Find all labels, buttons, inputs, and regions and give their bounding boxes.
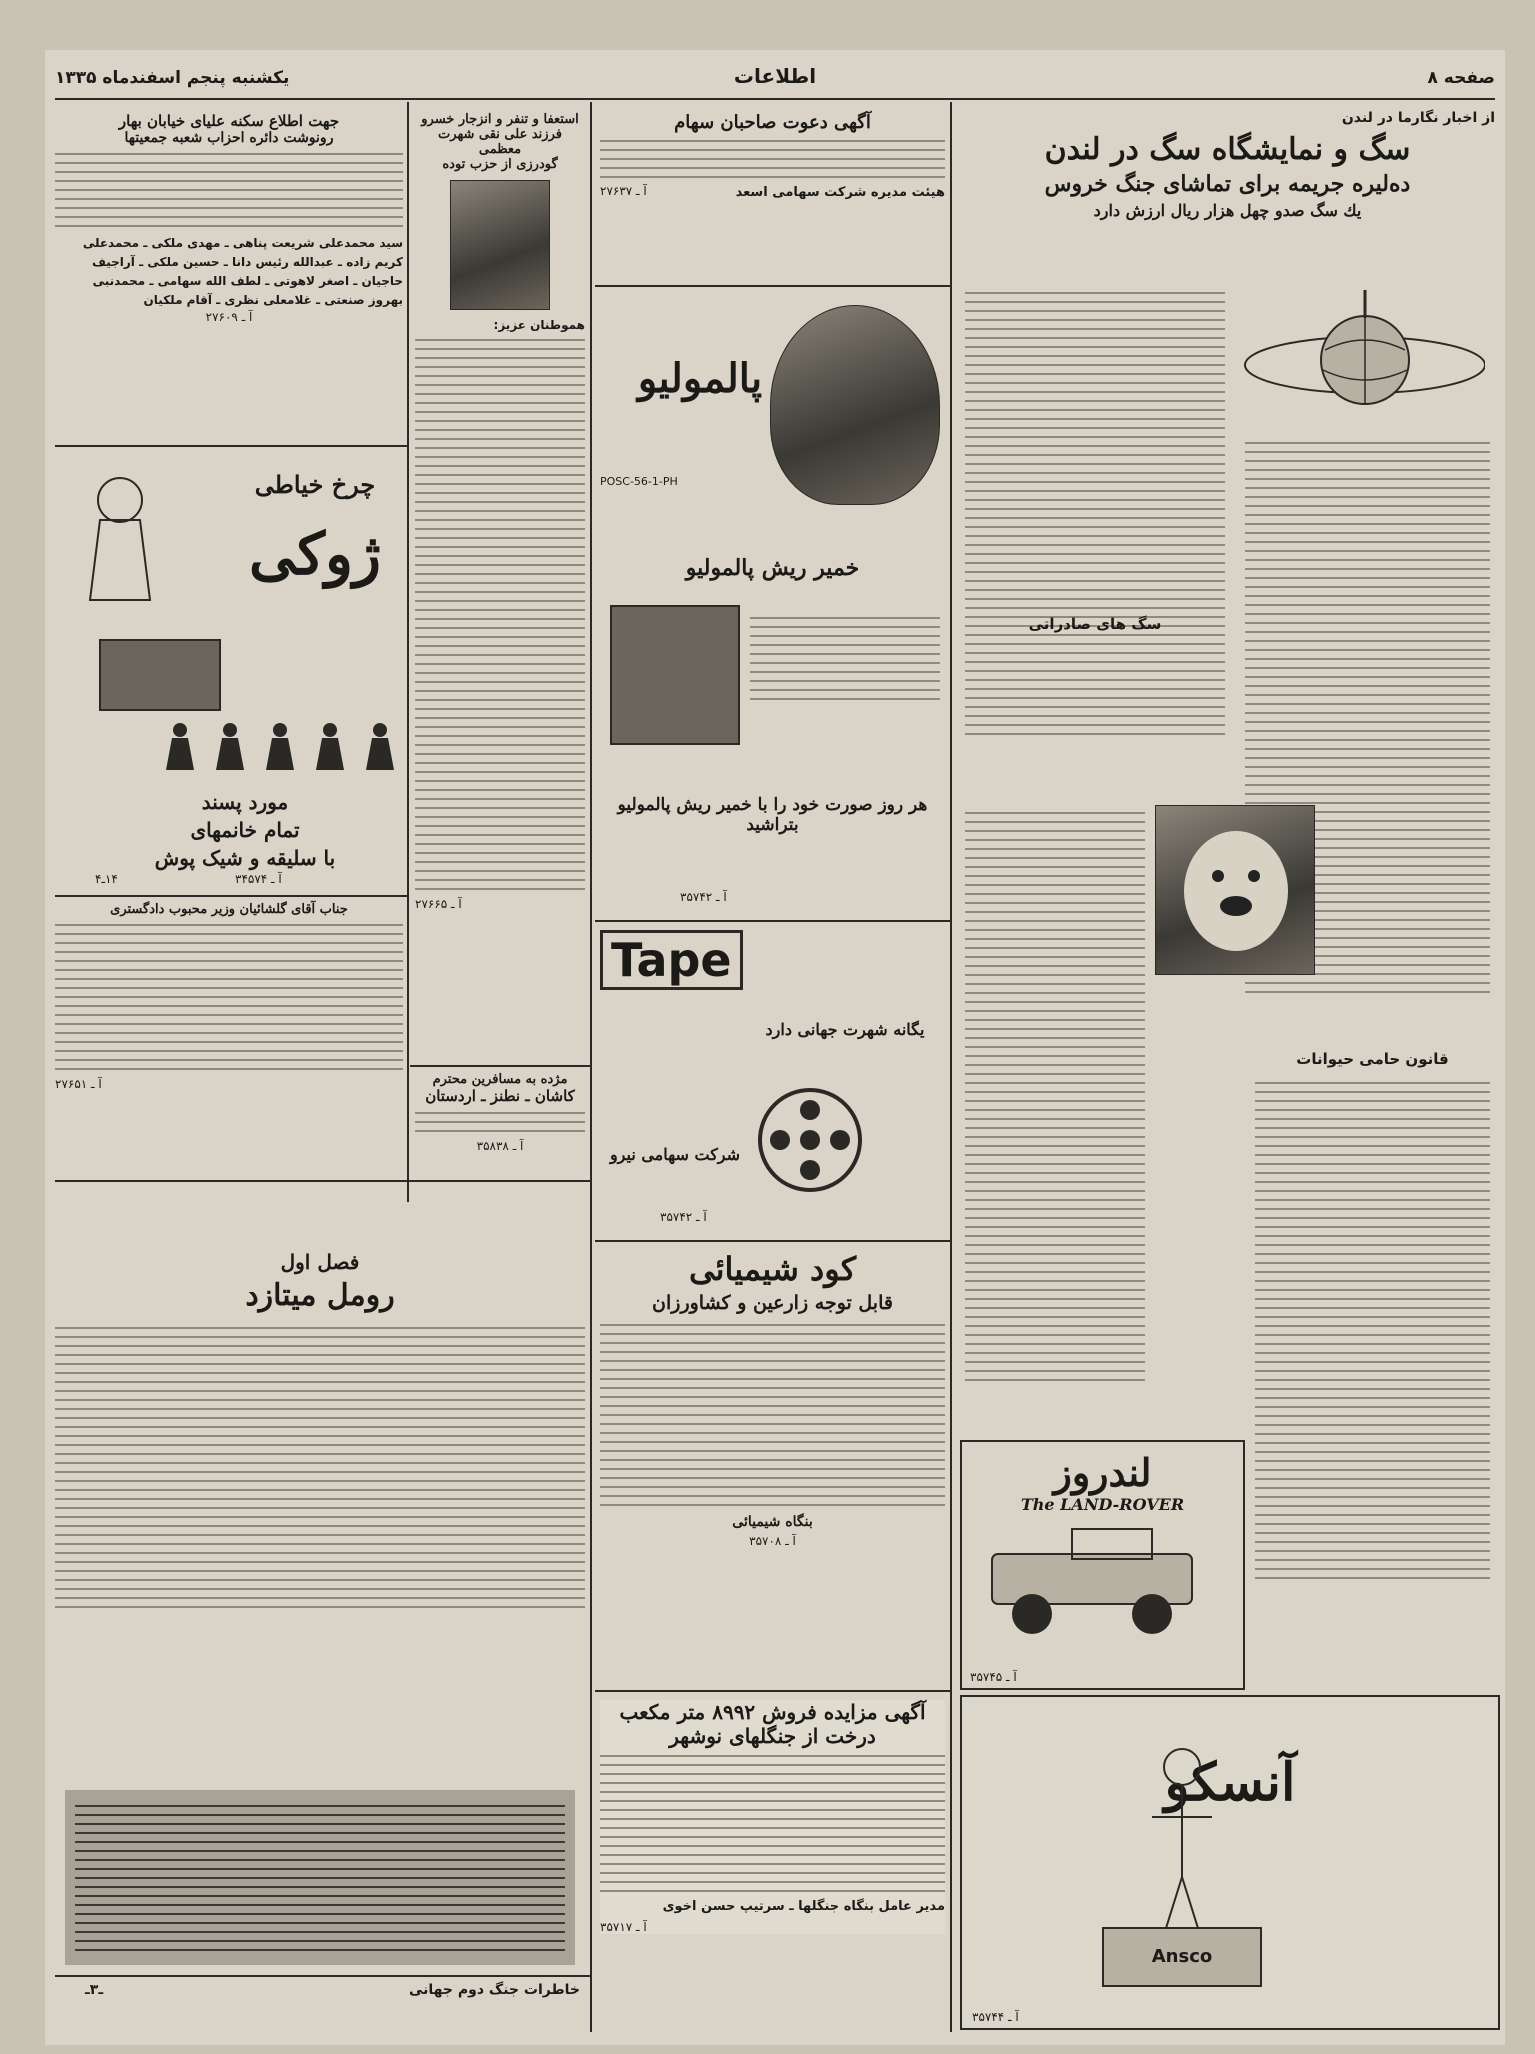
section-rule [55, 1975, 590, 1977]
dancers-silhouette [60, 720, 400, 790]
article-deck: یك سگ صدو چهل هزار ریال ارزش دارد [1093, 201, 1362, 220]
section-label: از اخبار نگارما در لندن [1341, 110, 1495, 126]
resign-title-1: استعفا و تنفر و انزجار خسرو [421, 112, 579, 127]
bahar-name-3: حاجیان ـ اصغر لاهوتی ـ لطف الله سهامی ـ محمدنبی [92, 274, 403, 288]
section-rule [410, 1065, 590, 1067]
landrover-title: لندروز [1053, 1450, 1152, 1495]
section-rule [595, 1240, 950, 1242]
man-photo [770, 305, 940, 505]
subheading: قانون حامی حیوانات [1296, 1050, 1449, 1068]
fert-sub: قابل توجه زارعین و کشاورزان [652, 1292, 893, 1314]
fert-title: کود شیمیائی [688, 1250, 857, 1288]
serial-article [55, 1250, 585, 1615]
tape-code: آ ـ ۳۵۷۴۲ [660, 1210, 707, 1224]
serial-chapter: فصل اول [280, 1250, 360, 1274]
sew-line3: با سلیقه و شیک پوش [154, 846, 336, 870]
ansco-title: آنسکو [1164, 1752, 1296, 1813]
bus-notice [415, 1072, 585, 1153]
notice-code: آ ـ ۲۷۶۳۷ [600, 184, 647, 198]
bahar-name-4: بهروز صنعتی ـ غلامعلی نظری ـ آقام ملکیان [143, 293, 403, 307]
ad-ref: POSC-56-1-PH [600, 475, 678, 488]
ansco-ad [960, 1695, 1500, 2030]
auction-title: آگهی مزایده فروش ۸۹۹۲ متر مکعب [619, 1700, 926, 1724]
tape-agent: شرکت سهامی نیرو [609, 1145, 741, 1164]
dog-photo [1155, 805, 1315, 975]
article-body [1255, 1075, 1490, 1635]
bahar-code: آ ـ ۲۷۶۰۹ [205, 310, 253, 324]
resign-intro: هموطنان عزیز: [493, 318, 585, 332]
subheading: سگ های صادراتی [1028, 615, 1162, 633]
resign-code: آ ـ ۲۷۶۶۵ [415, 897, 462, 911]
sew-brand: ژوکی [249, 520, 381, 588]
reel-icon [750, 1080, 870, 1200]
col1-article [960, 110, 1495, 220]
serial-number: ـ۳ـ [85, 1982, 104, 1998]
auction-code: آ ـ ۳۵۷۱۷ [600, 1920, 647, 1934]
landrover-code: آ ـ ۳۵۷۴۵ [970, 1670, 1017, 1684]
palmolive-logo: پالمولیو [637, 355, 763, 402]
notice-sign: هیئت مدیره شرکت سهامی اسعد [735, 185, 945, 200]
article-title: سگ و نمایشگاه سگ در لندن [1044, 132, 1411, 167]
auction-notice [600, 1700, 945, 1934]
bus-title: مژده به مسافرین محترم [432, 1072, 568, 1087]
resignation-notice [415, 112, 585, 911]
section-rule [55, 445, 407, 447]
column-rule [407, 102, 409, 1202]
ansco-code: آ ـ ۳۵۷۴۴ [972, 2010, 1019, 2024]
column-rule [590, 102, 592, 2032]
sewing-ad [55, 450, 403, 890]
bus-code: آ ـ ۳۵۸۳۸ [476, 1139, 524, 1153]
bahar-notice [55, 112, 403, 324]
tape-line: یگانه شهرت جهانی دارد [765, 1020, 925, 1039]
section-rule [595, 1690, 950, 1692]
landrover-eng: The LAND-ROVER [1020, 1495, 1185, 1514]
sew-code: آ ـ ۳۴۵۷۴ [235, 872, 282, 886]
notice-title: آگهی دعوت صاحبان سهام [674, 112, 871, 133]
fertilizer-ad [600, 1250, 945, 1548]
portrait-photo [450, 180, 550, 310]
bahar-title: جهت اطلاع سکنه علیای خیابان بهار [118, 112, 340, 130]
film-box: Ansco [1102, 1927, 1262, 1987]
article-subtitle: دەلیره جریمه برای تماشای جنگ خروس [1044, 171, 1411, 197]
bahar-name-1: سید محمدعلی شریعت پناهی ـ مهدی ملکی ـ محمدعلی [82, 236, 403, 250]
palmolive-slogan: هر روز صورت خود را با خمیر ریش پالمولیو بتراشید [617, 795, 928, 835]
sewing-illustration [60, 460, 230, 740]
page-number: صفحه ۸ [1427, 68, 1495, 88]
judge-notice [55, 902, 403, 1091]
bahar-name-2: کریم زاده ـ عبدالله رئیس دانا ـ حسین ملکی ـ آراجیف [91, 255, 403, 269]
tape-ad [600, 930, 945, 1230]
sew-line1: مورد پسند [201, 790, 289, 814]
section-rule [595, 285, 950, 287]
fert-code: آ ـ ۳۵۷۰۸ [749, 1534, 796, 1548]
sew-line2: تمام خانمهای [190, 818, 300, 842]
jeep-illustration [962, 1514, 1242, 1654]
resign-title-2: فرزند علی نقی شهرت معظمی [438, 127, 562, 157]
palmolive-ad [600, 295, 945, 915]
sew-title: چرخ خیاطی [254, 470, 376, 499]
shareholders-notice [600, 112, 945, 198]
bahar-subtitle: رونوشت دائره احزاب شعبه جمعیتها [124, 130, 334, 146]
fert-sign: بنگاه شیمیائی [732, 1514, 813, 1530]
section-rule [55, 1180, 590, 1182]
tube-box [610, 605, 740, 745]
masthead: اطلاعات [733, 64, 817, 88]
judge-title: جناب آقای گلشائیان وزیر محبوب دادگستری [110, 902, 348, 917]
palmolive-code: آ ـ ۳۵۷۴۲ [680, 890, 727, 904]
newspaper-page [45, 50, 1505, 2045]
issue-date: یکشنبه پنجم اسفندماه ۱۳۳۵ [55, 68, 290, 88]
sew-code-2: ۱۴ـ۴ [95, 872, 118, 886]
header-rule [55, 98, 1495, 100]
globe-logo [1215, 290, 1485, 420]
landrover-ad [960, 1440, 1245, 1690]
resign-title-3: گودرزی از حزب توده [442, 157, 558, 172]
serial-footer: خاطرات جنگ دوم جهانی [408, 1982, 580, 1998]
judge-code: آ ـ ۲۷۶۵۱ [55, 1077, 102, 1091]
serial-title: رومل میتازد [245, 1278, 395, 1313]
article-body [965, 285, 1225, 785]
palmolive-headline: خمیر ریش پالمولیو [685, 555, 860, 581]
section-rule [595, 920, 950, 922]
bus-route: کاشان ـ نطنز ـ اردستان [425, 1087, 575, 1105]
auction-sub: درخت از جنگلهای نوشهر [669, 1724, 876, 1748]
serial-highlight [65, 1790, 575, 1965]
column-rule [950, 102, 952, 2032]
article-body [965, 805, 1145, 1445]
section-rule [55, 895, 407, 897]
tape-logo: Tape [600, 930, 743, 990]
auction-sign: مدیر عامل بنگاه جنگلها ـ سرتیپ حسن اخوی [662, 1899, 945, 1914]
